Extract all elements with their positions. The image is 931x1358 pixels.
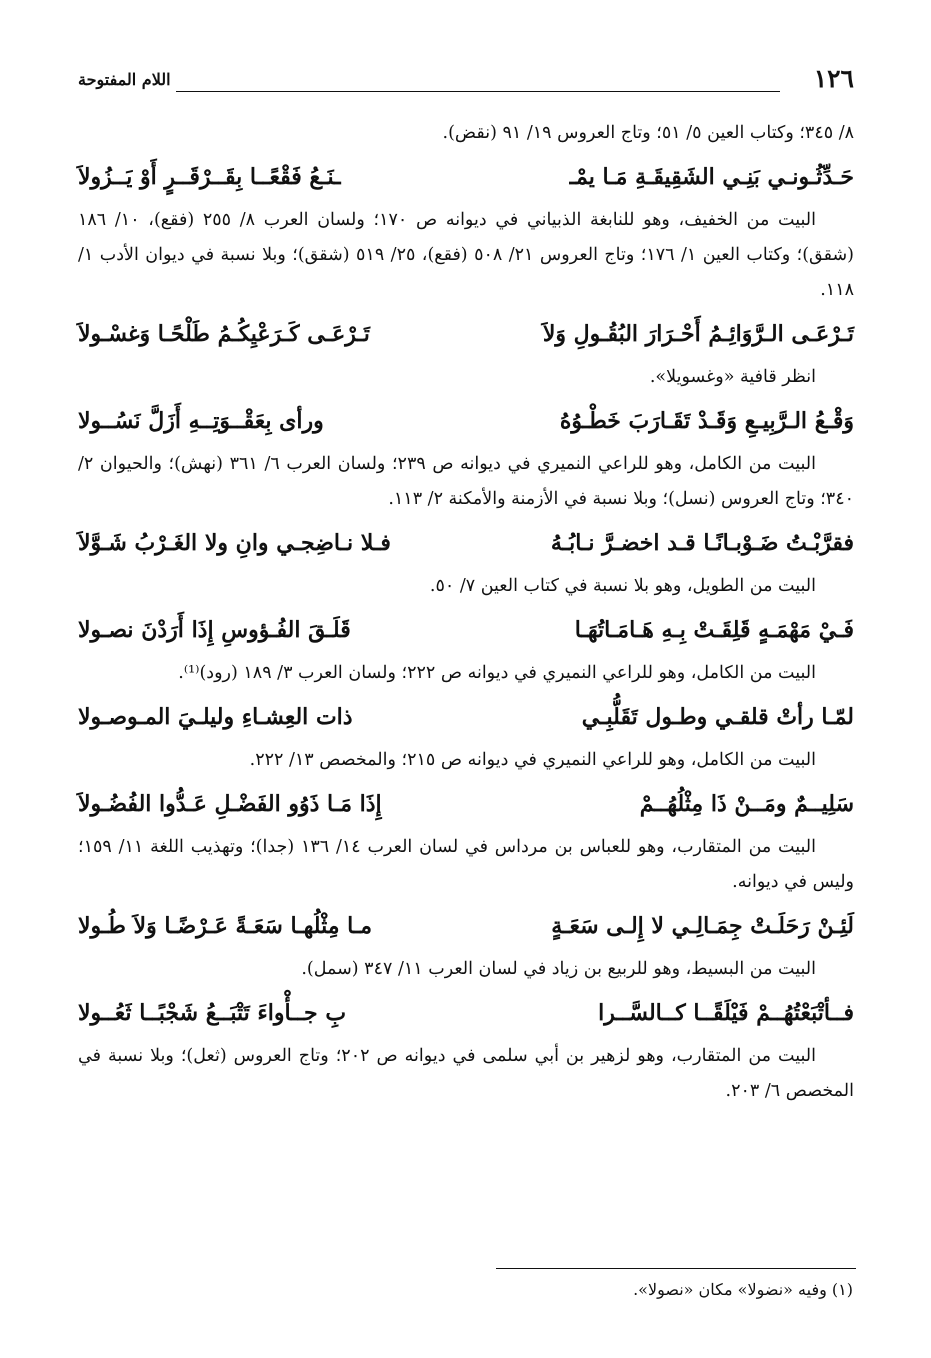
header-rule (176, 91, 780, 92)
verse-second-hemistich: ـنَـعُ فَقْعًــا بِقَــرْقَــرٍ أَوْ يَــزُولاَ (78, 164, 341, 190)
citation-paragraph: البيت من البسيط، وهو للربيع بن زياد في لسان العرب ١١/ ٣٤٧ (سمل). (301, 959, 816, 979)
verse-second-hemistich: ذات العِشـاءِ وليلـيَ المـوصـولا (78, 704, 353, 730)
citation-paragraph: البيت من الخفيف، وهو للنابغة الذبياني في ديوانه ص ١٧٠؛ ولسان العرب ٨/ ٢٥٥ (فقع)، ١٠/ ١٨٦ (شقق)؛ وكتاب العين ١/ ١٧٦؛ وتاج العروس ٢١/ ٥٠٨ (فقع)، ٢٥/ ٥١٩ (شقق)؛ وبلا نسبة في ديوان الأدب ١/ ١١٨. (78, 210, 854, 300)
citation-paragraph: البيت من الكامل، وهو للراعي النميري في ديوانه ص ٢٢٢؛ ولسان العرب ٣/ ١٨٩ (رود)⁽¹⁾. (178, 663, 816, 683)
footnote: (١) وفيه «نضولا» مكان «نصولا». (633, 1280, 853, 1299)
citation-paragraph: البيت من المتقارب، وهو للعباس بن مرداس في لسان العرب ١٤/ ١٣٦ (جدا)؛ وتهذيب اللغة ١١/ ١٥٩؛ وليس في ديوانه. (78, 837, 854, 892)
verse-first-hemistich: حَـدِّثُـونـي بَنِـي الشَقِيقَـةِ مَـا يمْـ (569, 164, 854, 190)
chapter-title: اللام المفتوحة (78, 70, 171, 89)
verse-line (78, 780, 854, 828)
verse-first-hemistich: لمّـا رأتْ قلقـي وطـول تَقَلُّبِـي (581, 704, 854, 730)
verse-first-hemistich: فقرَّبْـتُ ضَـوْبـانًـا قـد اخضـرَّ نـابُـهُ (550, 530, 854, 556)
footnote-rule (496, 1268, 856, 1269)
page-number: ١٢٦ (813, 64, 854, 93)
citation-paragraph: ٨/ ٣٤٥؛ وكتاب العين ٥/ ٥١؛ وتاج العروس ١٩/ ٩١ (نقض). (442, 123, 854, 143)
verse-second-hemistich: بِ جــأْواءَ تَتْبَــعُ شَجْبًــا ثَعُــولا (78, 1000, 347, 1026)
citation-paragraph: انظر قافية «وغسويلا». (649, 367, 816, 387)
page-header (78, 64, 854, 98)
verse-line (78, 153, 854, 201)
verse-line (78, 902, 854, 950)
verse-line (78, 989, 854, 1037)
verse-first-hemistich: وَقْـعُ الـرَّبِيـعِ وَقَـدْ تَقَـارَبَ خَطْـوُهُ (559, 408, 854, 434)
verse-line (78, 310, 854, 358)
verse-line (78, 397, 854, 445)
verse-first-hemistich: سَلِيــمٌ ومَــنْ ذَا مِثْلُهُــمْ (639, 791, 854, 817)
citation-paragraph: البيت من الطويل، وهو بلا نسبة في كتاب العين ٧/ ٥٠. (429, 576, 816, 596)
verse-line (78, 693, 854, 741)
verse-second-hemistich: قَلَـقَ الفُـؤوسِ إِذَا أَرَدْنَ نصـولا (78, 617, 351, 643)
verse-line (78, 519, 854, 567)
verse-second-hemistich: فـلا نـاضِجـي وانِ ولا الغَـرْبُ شَـوَّلاَ (78, 530, 391, 556)
verse-first-hemistich: فَـيْ مَهْمَـهٍ قَلِقَـتْ بِـهِ هَـامَـاتُهَـا (574, 617, 854, 643)
page-body (78, 116, 854, 1109)
citation-paragraph: البيت من الكامل، وهو للراعي النميري في ديوانه ص ٢٣٩؛ ولسان العرب ٦/ ٣٦١ (نهش)؛ والحيوان ٢/ ٣٤٠؛ وتاج العروس (نسل)؛ وبلا نسبة في الأزمنة والأمكنة ٢/ ١١٣. (78, 454, 854, 509)
verse-first-hemistich: لَئِـنْ رَحَلَـتْ جِمَـالِـي لا إِلـى سَعَـةٍ (551, 913, 854, 939)
verse-first-hemistich: تَـرْعَـى الـرَّوَائِـمُ أَحْـرَارَ البُقُـولِ وَلاَ (542, 321, 854, 347)
verse-second-hemistich: تَـرْعَـى كَـرَعْيِكُـمُ طَلْحًـا وَغسْـولاَ (78, 321, 370, 347)
citation-paragraph: البيت من الكامل، وهو للراعي النميري في ديوانه ص ٢١٥؛ والمخصص ١٣/ ٢٢٢. (249, 750, 816, 770)
citation-paragraph: البيت من المتقارب، وهو لزهير بن أبي سلمى في ديوانه ص ٢٠٢؛ وتاج العروس (ثعل)؛ وبلا نسبة في المخصص ٦/ ٢٠٣. (78, 1046, 854, 1101)
verse-second-hemistich: إِذَا مَـا ذَوُو الفَضْـلِ عَـدُّوا الفُضُـولاَ (78, 791, 382, 817)
verse-line (78, 606, 854, 654)
verse-second-hemistich: مـا مِثْلُهـا سَعَـةً عَـرْضًـا وَلاَ طُـولا (78, 913, 373, 939)
verse-first-hemistich: فــأتْبَعْتُهُــمْ فَيْلَقًــا كــالسَّــرا (598, 1000, 854, 1026)
verse-second-hemistich: ورأى بِعَقْــوَتِــهِ أَزَلَّ نَسُــولا (78, 408, 324, 434)
